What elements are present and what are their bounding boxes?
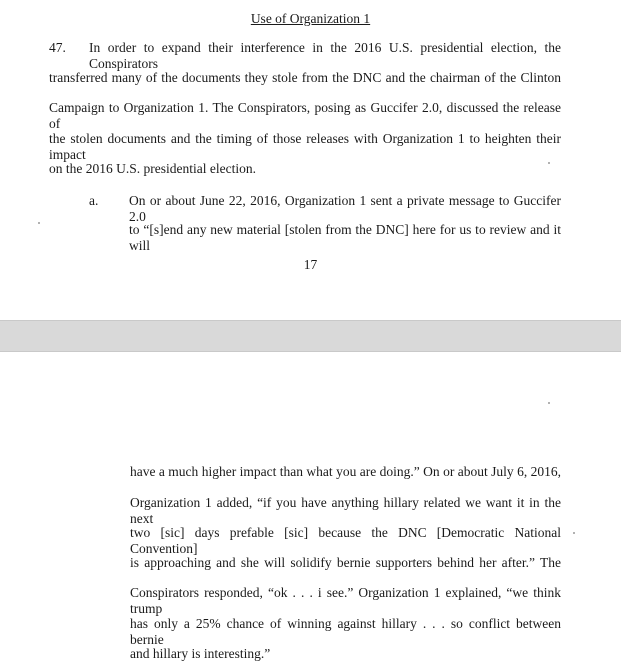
continued-line: is approaching and she will solidify bernie supporters behind her after.” The — [130, 555, 561, 570]
paragraph-line: In order to expand their interference in the 2016 U.S. presidential election, the Conspirators — [89, 40, 561, 71]
page-number: 17 — [303, 257, 318, 272]
paragraph-line: on the 2016 U.S. presidential election. — [49, 161, 256, 176]
subparagraph-line: to “[s]end any new material [stolen from the DNC] here for us to review and it will — [129, 222, 561, 253]
page-separator — [0, 320, 621, 352]
continued-line: and hillary is interesting.” — [130, 646, 271, 661]
continued-line: Organization 1 added, “if you have anything hillary related we want it in the next — [130, 495, 561, 526]
section-heading: Use of Organization 1 — [250, 11, 371, 26]
subparagraph-line: On or about June 22, 2016, Organization 1 sent a private message to Guccifer 2.0 — [129, 193, 561, 224]
continued-line: Conspirators responded, “ok . . . i see.” Organization 1 explained, “we think trump — [130, 585, 561, 616]
continued-line: have a much higher impact than what you are doing.” On or about July 6, 2016, — [130, 464, 561, 479]
continued-line: two [sic] days prefable [sic] because the DNC [Democratic National Convention] — [130, 525, 561, 556]
paragraph-line: transferred many of the documents they stole from the DNC and the chairman of the Clinton — [49, 70, 561, 85]
scan-speck — [548, 162, 550, 164]
document-page-top — [0, 0, 621, 320]
paragraph-line: the stolen documents and the timing of those releases with Organization 1 to heighten their impact — [49, 131, 561, 162]
continued-line: has only a 25% chance of winning against hillary . . . so conflict between bernie — [130, 616, 561, 647]
paragraph-number: 47. — [49, 40, 66, 55]
scan-speck — [548, 402, 550, 404]
document-page-bottom — [0, 352, 621, 670]
scan-speck — [38, 222, 40, 224]
subparagraph-label: a. — [89, 193, 99, 208]
scan-speck — [573, 532, 575, 534]
paragraph-line: Campaign to Organization 1. The Conspirators, posing as Guccifer 2.0, discussed the release of — [49, 100, 561, 131]
